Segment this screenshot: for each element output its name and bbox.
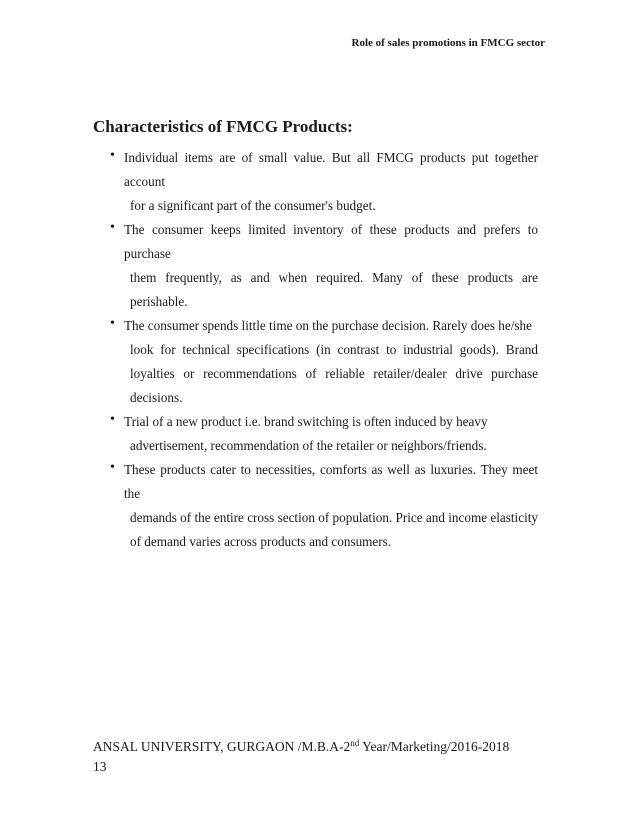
list-item-first-line: Individual items are of small value. But all FMCG products put together account [124,150,538,189]
bullet-icon: • [110,412,115,427]
list-item-first-line: These products cater to necessities, comforts as well as luxuries. They meet the [124,462,538,501]
list-item-continuation: them frequently, as and when required. Many of these products are perishable. [130,270,538,309]
bullet-icon: • [110,148,115,163]
page-footer [93,737,509,777]
list-item-text [124,410,538,458]
footer-program: Year/Marketing/2016-2018 [359,739,510,754]
list-item-continuation: for a significant part of the consumer's budget. [130,198,376,213]
footer-program-line [93,737,509,757]
footer-ordinal: nd [350,738,360,748]
bullet-icon: • [110,460,115,475]
list-item-text [124,458,538,554]
list-item-first-line: The consumer spends little time on the purchase decision. Rarely does he/she [124,318,532,333]
list-item [110,410,538,458]
list-item-first-line: Trial of a new product i.e. brand switching is often induced by heavy [124,414,488,429]
list-item-text [124,314,538,410]
list-item [110,314,538,410]
list-item-continuation: look for technical specifications (in contrast to industrial goods). Brand loyalties or recommendations of reliable retailer/dealer drive purchase decisions. [130,342,538,405]
list-item-continuation: advertisement, recommendation of the retailer or neighbors/friends. [130,438,487,453]
bullet-icon: • [110,220,115,235]
running-header: Role of sales promotions in FMCG sector [351,37,545,49]
page-number: 13 [93,759,107,774]
section-heading: Characteristics of FMCG Products: [93,117,353,136]
footer-institution: ANSAL UNIVERSITY, GURGAON /M.B.A-2 [93,739,351,754]
list-item-first-line: The consumer keeps limited inventory of these products and prefers to purchase [124,222,538,261]
list-item-text [124,218,538,314]
list-item-text [124,146,538,218]
list-item [110,218,538,314]
bullet-icon: • [110,316,115,331]
characteristics-list [110,146,538,554]
list-item [110,146,538,218]
list-item [110,458,538,554]
list-item-continuation: demands of the entire cross section of population. Price and income elasticity of demand varies across products and consumers. [130,510,538,549]
